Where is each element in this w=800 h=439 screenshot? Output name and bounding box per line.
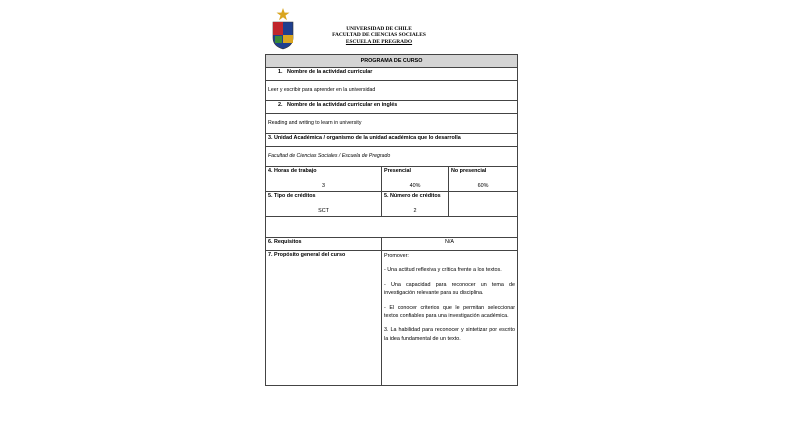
section-1-heading: 1. Nombre de la actividad curricular: [266, 68, 518, 81]
university-name: UNIVERSIDAD DE CHILE: [346, 26, 412, 32]
program-table: [265, 54, 518, 386]
purpose-item: 3. La habilidad para reconocer y sintetizar por escrito la idea fundamental de un texto.: [384, 327, 515, 342]
section-2-heading: 2. Nombre de la actividad curricular en inglés: [266, 101, 518, 114]
requirements-label: 6. Requisitos: [266, 238, 382, 251]
no-presencial-label: No presencial: [451, 168, 487, 174]
purpose-item: - Una capacidad para reconocer un tema de investigación relevante para su disciplina.: [384, 281, 515, 297]
credit-type-cell: [266, 192, 382, 217]
school-name: ESCUELA DE PREGRADO: [345, 38, 413, 45]
section-3-heading: 3. Unidad Académica / organismo de la unidad académica que lo desarrolla: [266, 134, 518, 147]
credit-type-value: SCT: [318, 207, 329, 214]
faculty-name: FACULTAD DE CIENCIAS SOCIALES: [332, 32, 426, 39]
credit-number-label: 5. Número de créditos: [384, 193, 441, 199]
credit-number-value: 2: [413, 207, 417, 214]
credit-number-cell: [382, 192, 449, 217]
requirements-value: N/A: [382, 238, 518, 251]
empty-cell: [449, 192, 518, 217]
purpose-item: - El conocer criterios que le permitan seleccionar textos confiables para una investigación académica.: [384, 304, 515, 320]
work-hours-cell: [266, 167, 382, 192]
empty-row: [266, 217, 518, 238]
shield-quarter-red: [273, 22, 283, 35]
program-title: PROGRAMA DE CURSO: [266, 55, 518, 68]
shield-quarter-gold: [283, 35, 293, 43]
work-hours-label: 4. Horas de trabajo: [268, 168, 317, 174]
no-presencial-cell: [449, 167, 518, 192]
presencial-label: Presencial: [384, 168, 411, 174]
university-logo: [270, 8, 296, 50]
course-name-english-value: Reading and writing to learn in university: [266, 114, 518, 134]
presencial-cell: [382, 167, 449, 192]
purpose-content: [382, 251, 518, 386]
credit-type-label: 5. Tipo de créditos: [268, 193, 316, 199]
presencial-value: 40%: [409, 182, 421, 189]
work-hours-value: 3: [322, 182, 325, 189]
shield-quarter-green: [275, 36, 282, 43]
course-name-value: Leer y escribir para aprender en la universidad: [266, 81, 518, 101]
purpose-intro: Promover:: [384, 253, 409, 259]
purpose-label: 7. Propósito general del curso: [266, 251, 382, 386]
university-header: [300, 26, 458, 45]
no-presencial-value: 60%: [477, 182, 489, 189]
star-shape: [277, 8, 290, 20]
academic-unit-value: Facultad de Ciencias Sociales / Escuela de Pregrado: [266, 147, 518, 167]
purpose-item: - Una actitud reflexiva y crítica frente a los textos.: [384, 267, 502, 274]
